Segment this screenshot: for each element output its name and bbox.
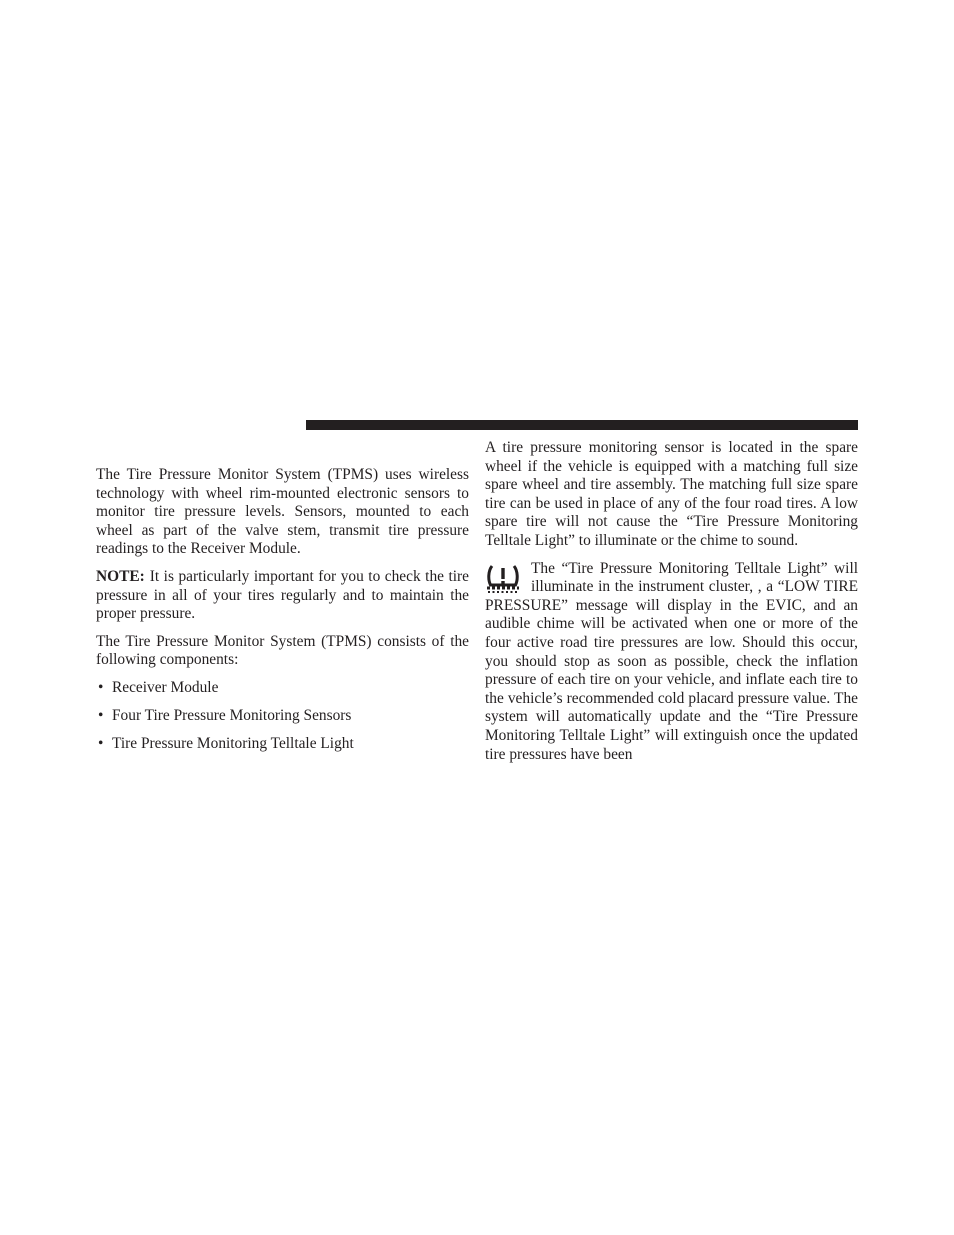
note-text: It is particularly important for you to check the tire pressure in all of your tires regularly and to maintain the proper pressure. xyxy=(96,567,469,623)
components-intro-paragraph: The Tire Pressure Monitor System (TPMS) consists of the following components: xyxy=(96,632,469,669)
right-column xyxy=(485,439,858,773)
bullet-icon: • xyxy=(98,678,104,696)
bullet-icon: • xyxy=(98,706,104,724)
telltale-paragraph: The “Tire Pressure Monitoring Telltale Light” will illuminate in the instrument cluster, , a “LOW TIRE PRESSURE” message will display in the EVIC, and an audible chime will be activated when one or more of the four active road tire pressures are low. Should this occur, you should stop as soon as possible, check the inflation pressure of each tire on your vehicle, and inflate each tire to the vehicle’s recommended cold placard pressure value. The system will automatically update and the “Tire Pressure Monitoring Telltale Light” will extinguish once the updated tire pressures have been xyxy=(485,559,858,763)
components-list xyxy=(96,679,469,754)
note-label: NOTE: xyxy=(96,567,145,585)
tpms-intro-paragraph: The Tire Pressure Monitor System (TPMS) uses wireless technology with wheel rim-mounted electronic sensors to monitor tire pressure levels. Sensors, mounted to each wheel as part of the valve stem, transmit tire pressure readings to the Receiver Module. xyxy=(96,466,469,558)
list-item-text: Four Tire Pressure Monitoring Sensors xyxy=(112,706,352,724)
bullet-icon: • xyxy=(98,734,104,752)
list-item xyxy=(96,707,469,726)
tire-pressure-warning-icon xyxy=(485,563,521,595)
section-header-rule xyxy=(306,420,858,430)
list-item-text: Tire Pressure Monitoring Telltale Light xyxy=(112,734,354,752)
spare-tire-paragraph: A tire pressure monitoring sensor is located in the spare wheel if the vehicle is equipped with a matching full size spare wheel and tire assembly. The matching full size spare tire can be used in place of any of the four road tires. A low spare tire will not cause the “Tire Pressure Monitoring Telltale Light” to illuminate or the chime to sound. xyxy=(485,439,858,549)
note-paragraph xyxy=(96,568,469,624)
left-column xyxy=(96,466,469,763)
list-item xyxy=(96,735,469,754)
list-item xyxy=(96,679,469,698)
list-item-text: Receiver Module xyxy=(112,678,219,696)
